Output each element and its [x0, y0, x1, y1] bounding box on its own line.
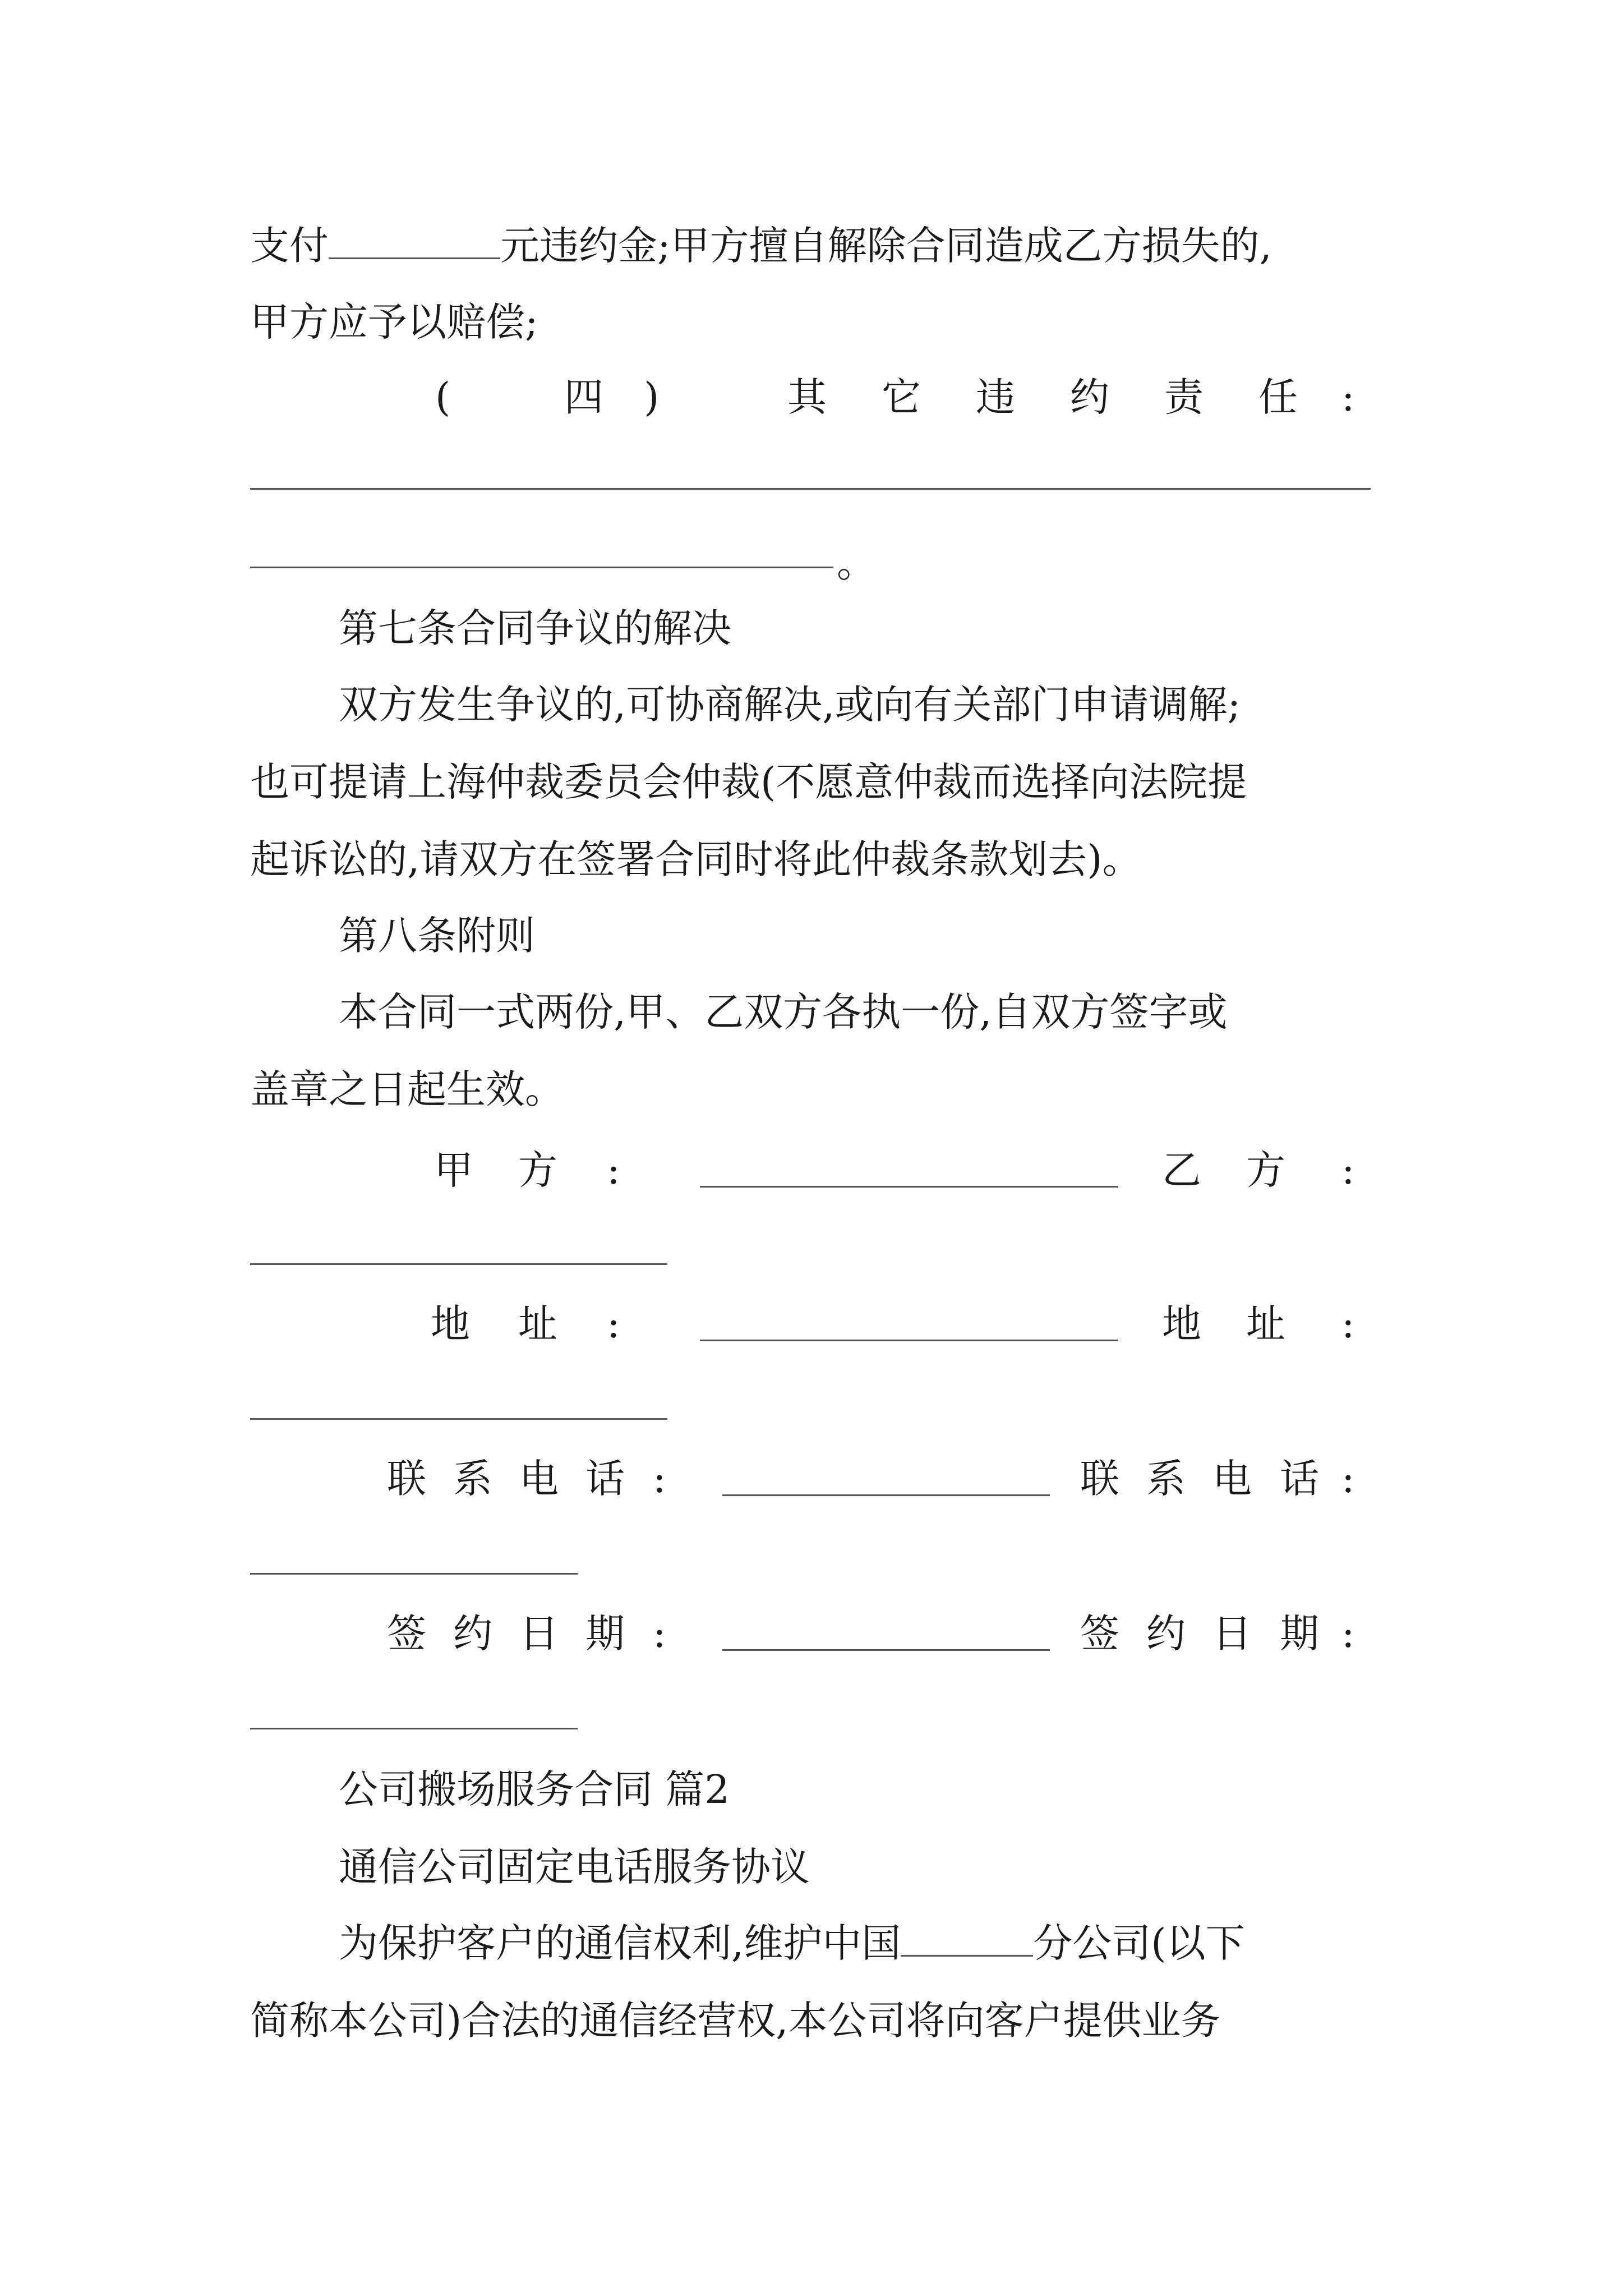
section-2-subtitle: 通信公司固定电话服务协议 [339, 1844, 810, 1890]
period-mark: 。 [837, 540, 876, 586]
label-char: 签 [387, 1611, 426, 1657]
label-char: : [1341, 1456, 1355, 1502]
label-char: 约 [1146, 1611, 1186, 1657]
article-8-title: 第八条附则 [339, 913, 535, 959]
label-char: : [1341, 1147, 1355, 1193]
section-2-heading: 公司搬场服务合同 篇2 [339, 1766, 730, 1812]
label-char: 话 [585, 1456, 625, 1502]
label-char: 联 [1080, 1456, 1119, 1502]
label-char: 地 [431, 1301, 470, 1347]
paren-close: ) [644, 374, 660, 420]
label-char: 签 [1080, 1611, 1119, 1657]
signature-row-address [250, 1296, 1372, 1352]
label-char: 系 [453, 1456, 492, 1502]
label-char: : [607, 1301, 620, 1347]
label-char: 电 [519, 1456, 559, 1502]
label-char: : [1341, 1611, 1355, 1657]
heading-char: 任 [1258, 374, 1298, 420]
text-fragment: 支付 [250, 223, 329, 269]
fill-in-blank [901, 1919, 1033, 1957]
article-7-text-line: 也可提请上海仲裁委员会仲裁(不愿意仲裁而选择向法院提 [250, 759, 1247, 805]
label-char: 电 [1212, 1456, 1252, 1502]
heading-char: 违 [976, 374, 1015, 420]
party-b-blank [250, 1263, 667, 1265]
label-char: 方 [518, 1147, 557, 1193]
label-char: 期 [1280, 1611, 1319, 1657]
fill-in-rule [250, 488, 1371, 490]
label-char: 话 [1280, 1456, 1319, 1502]
label-char: 系 [1146, 1456, 1186, 1502]
address-a-blank [700, 1340, 1118, 1341]
section-2-text-line: 简称本公司)合法的通信经营权,本公司将向客户提供业务 [250, 1998, 1220, 2044]
paren-open: ( [435, 374, 451, 420]
heading-char: : [1341, 374, 1355, 420]
label-char: 期 [585, 1611, 625, 1657]
signature-row-phone [250, 1451, 1372, 1507]
label-char: 日 [519, 1611, 559, 1657]
label-char: 日 [1212, 1611, 1252, 1657]
phone-a-blank [722, 1494, 1050, 1496]
article-8-text-line: 本合同一式两份,甲、乙双方各执一份,自双方签字或 [339, 989, 1228, 1035]
section-number: 四 [564, 374, 603, 420]
other-liability-heading [250, 369, 1372, 425]
article-7-text-line: 起诉讼的,请双方在签署合同时将此仲裁条款划去)。 [250, 836, 1142, 882]
label-char: : [653, 1611, 666, 1657]
article-8-text-line: 盖章之日起生效。 [250, 1066, 564, 1112]
label-char: 址 [518, 1301, 557, 1347]
article-7-text-line: 双方发生争议的,可协商解决,或向有关部门申请调解; [339, 682, 1241, 728]
text-fragment: 分公司(以下 [1033, 1920, 1245, 1966]
text-fragment: 为保护客户的通信权利,维护中国 [339, 1920, 901, 1966]
phone-b-blank [250, 1573, 578, 1575]
label-char: 联 [387, 1456, 426, 1502]
text-fragment: 元违约金;甲方擅自解除合同造成乙方损失的, [500, 223, 1272, 269]
label-char: : [607, 1147, 620, 1193]
date-a-blank [722, 1649, 1050, 1651]
label-char: : [1341, 1301, 1355, 1347]
text-line-compensation: 甲方应予以赔偿; [250, 299, 538, 345]
heading-char: 它 [882, 374, 921, 420]
party-a-blank [700, 1186, 1118, 1188]
label-char: 约 [453, 1611, 492, 1657]
section-2-text-line [339, 1916, 1245, 1970]
heading-char: 约 [1070, 374, 1109, 420]
label-char: 乙 [1162, 1147, 1201, 1193]
label-char: 甲 [434, 1147, 473, 1193]
heading-char: 其 [787, 374, 827, 420]
text-line-penalty [250, 219, 1272, 273]
label-char: 方 [1246, 1147, 1285, 1193]
heading-char: 责 [1164, 374, 1204, 420]
article-7-title: 第七条合同争议的解决 [339, 605, 731, 651]
signature-row-party [250, 1142, 1372, 1198]
signature-row-date [250, 1605, 1372, 1662]
label-char: 地 [1162, 1301, 1201, 1347]
label-char: 址 [1246, 1301, 1285, 1347]
address-b-blank [250, 1418, 667, 1420]
label-char: : [653, 1456, 666, 1502]
date-b-blank [250, 1728, 578, 1729]
fill-in-rule [250, 567, 833, 568]
fill-in-blank [329, 222, 500, 259]
